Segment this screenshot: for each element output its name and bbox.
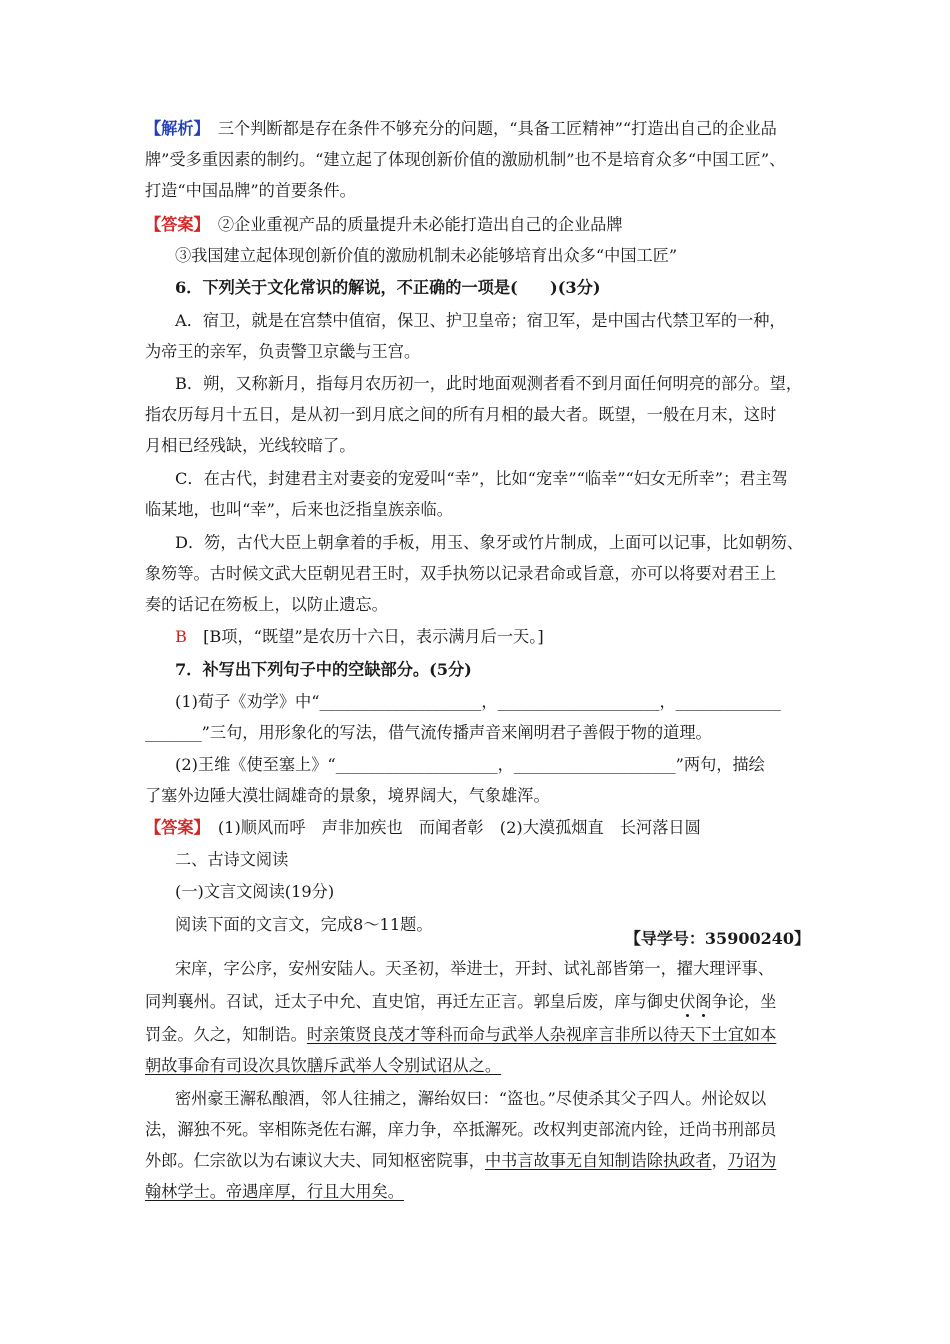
- option-c-line-1: C．在古代，封建君主对妻妾的宠爱叫“幸”，比如“宠幸”“临幸”“妇女无所幸”；君主驾: [175, 469, 788, 488]
- option-c-line-2: 临某地，也叫“幸”，后来也泛指皇族亲临。: [145, 500, 453, 519]
- answer-line-1: 【答案】 ②企业重视产品的质量提升未必能打造出自己的企业品牌: [145, 215, 623, 234]
- option-d-line-3: 奏的话记在笏板上，以防止遗忘。: [145, 595, 388, 614]
- question-7-part-2-line-1: (2)王维《使至塞上》“____________________，____________________”两句，描绘: [175, 755, 765, 774]
- question-7-stem: 7．补写出下列句子中的空缺部分。(5分): [175, 660, 472, 679]
- passage-p2-line-1: 密州豪王澥私酿酒，邻人往捕之，澥绐奴曰：“盗也。”尽使杀其父子四人。州论奴以: [175, 1089, 767, 1108]
- section-subtitle: (一)文言文阅读(19分): [175, 882, 335, 901]
- question-7-part-1-line-1: (1)荀子《劝学》中“____________________，____________________，_____________: [175, 692, 781, 711]
- question-6-stem: 6．下列关于文化常识的解说，不正确的一项是( )(3分): [175, 278, 601, 297]
- question-6-answer: B [B项，“既望”是农历十六日，表示满月后一天。]: [175, 627, 544, 646]
- underlined-sentence: 朝故事命有司设次具饮膳斥武举人令别试诏从之。: [145, 1056, 502, 1075]
- option-b-line-3: 月相已经残缺，光线较暗了。: [145, 436, 356, 455]
- underlined-sentence: 时亲策贤良茂才等科而命与武举人杂视庠言非所以待天下士宜如本: [306, 1025, 777, 1044]
- passage-p1-line-1: 宋庠，字公序，安州安陆人。天圣初，举进士，开封、试礼部皆第一，擢大理评事、: [175, 959, 774, 978]
- analysis-tag: 【解析】: [145, 119, 202, 138]
- passage-p2-line-3: 外郎。仁宗欲以为右谏议大夫、同知枢密院事，中书言故事无自知制诰除执政者，乃诏为: [145, 1151, 777, 1170]
- analysis-line-3: 打造“中国品牌”的首要条件。: [145, 181, 356, 200]
- passage-p2-line-4: [145, 1181, 404, 1203]
- emphasis-dot-char: 阁: [695, 992, 712, 1011]
- question-7-part-1-line-2: _______”三句，用形象化的写法，借气流传播声音来阐明君子善假于物的道理。: [145, 723, 712, 742]
- option-d-line-2: 象笏等。古时候文武大臣朝见君王时，双手执笏以记录君命或旨意，亦可以将要对君王上: [145, 564, 777, 583]
- answer-tag: 【答案】: [145, 818, 202, 837]
- answer-line-2: ③我国建立起体现创新价值的激励机制未必能够培育出众多“中国工匠”: [175, 246, 678, 265]
- emphasis-dot-char: 伏: [679, 992, 696, 1011]
- option-a-line-2: 为帝王的亲军，负责警卫京畿与王宫。: [145, 342, 421, 361]
- question-7-part-2-line-2: 了塞外边陲大漠壮阔雄奇的景象，境界阔大，气象雄浑。: [145, 786, 550, 805]
- answer-letter: B: [175, 627, 187, 646]
- passage-p1-line-3: 罚金。久之，知制诰。时亲策贤良茂才等科而命与武举人杂视庠言非所以待天下士宜如本: [145, 1025, 777, 1044]
- underlined-sentence: 中书言故事无自知制诰除执政者: [484, 1151, 712, 1170]
- section-title: 二、古诗文阅读: [175, 850, 289, 869]
- underlined-sentence: 翰林学士。帝遇庠厚，行且大用矣。: [145, 1182, 404, 1201]
- passage-p2-line-2: 法，澥独不死。宰相陈尧佐右澥，庠力争，卒抵澥死。改权判吏部流内铨，迁尚书刑部员: [145, 1120, 777, 1139]
- analysis-line-2: 牌”受多重因素的制约。“建立起了体现创新价值的激励机制”也不是培育众多“中国工匠”、: [145, 150, 786, 169]
- underlined-sentence: 乃诏为: [727, 1151, 777, 1170]
- option-d-line-1: D．笏，古代大臣上朝拿着的手板，用玉、象牙或竹片制成，上面可以记事，比如朝笏、: [175, 533, 804, 552]
- guide-number: 【导学号：35900240】: [624, 929, 810, 948]
- passage-p1-line-2: 同判襄州。召试，迁太子中允、直史馆，再迁左正言。郭皇后废，庠与御史伏阁争论，坐: [145, 992, 777, 1011]
- option-a-line-1: A．宿卫，就是在宫禁中值宿，保卫、护卫皇帝；宿卫军，是中国古代禁卫军的一种，: [175, 311, 786, 330]
- passage-p1-line-4: [145, 1055, 501, 1077]
- option-b-line-2: 指农历每月十五日，是从初一到月底之间的所有月相的最大者。既望，一般在月末，这时: [145, 405, 777, 424]
- answer-tag: 【答案】: [145, 215, 202, 234]
- option-b-line-1: B．朔，又称新月，指每月农历初一，此时地面观测者看不到月面任何明亮的部分。望，: [175, 374, 803, 393]
- section-instruction: 阅读下面的文言文，完成8～11题。: [175, 915, 433, 934]
- question-7-answer: 【答案】 (1)顺风而呼 声非加疾也 而闻者彰 (2)大漠孤烟直 长河落日圆: [145, 818, 701, 837]
- analysis-line-1: 【解析】 三个判断都是存在条件不够充分的问题，“具备工匠精神”“打造出自己的企业品: [145, 119, 777, 138]
